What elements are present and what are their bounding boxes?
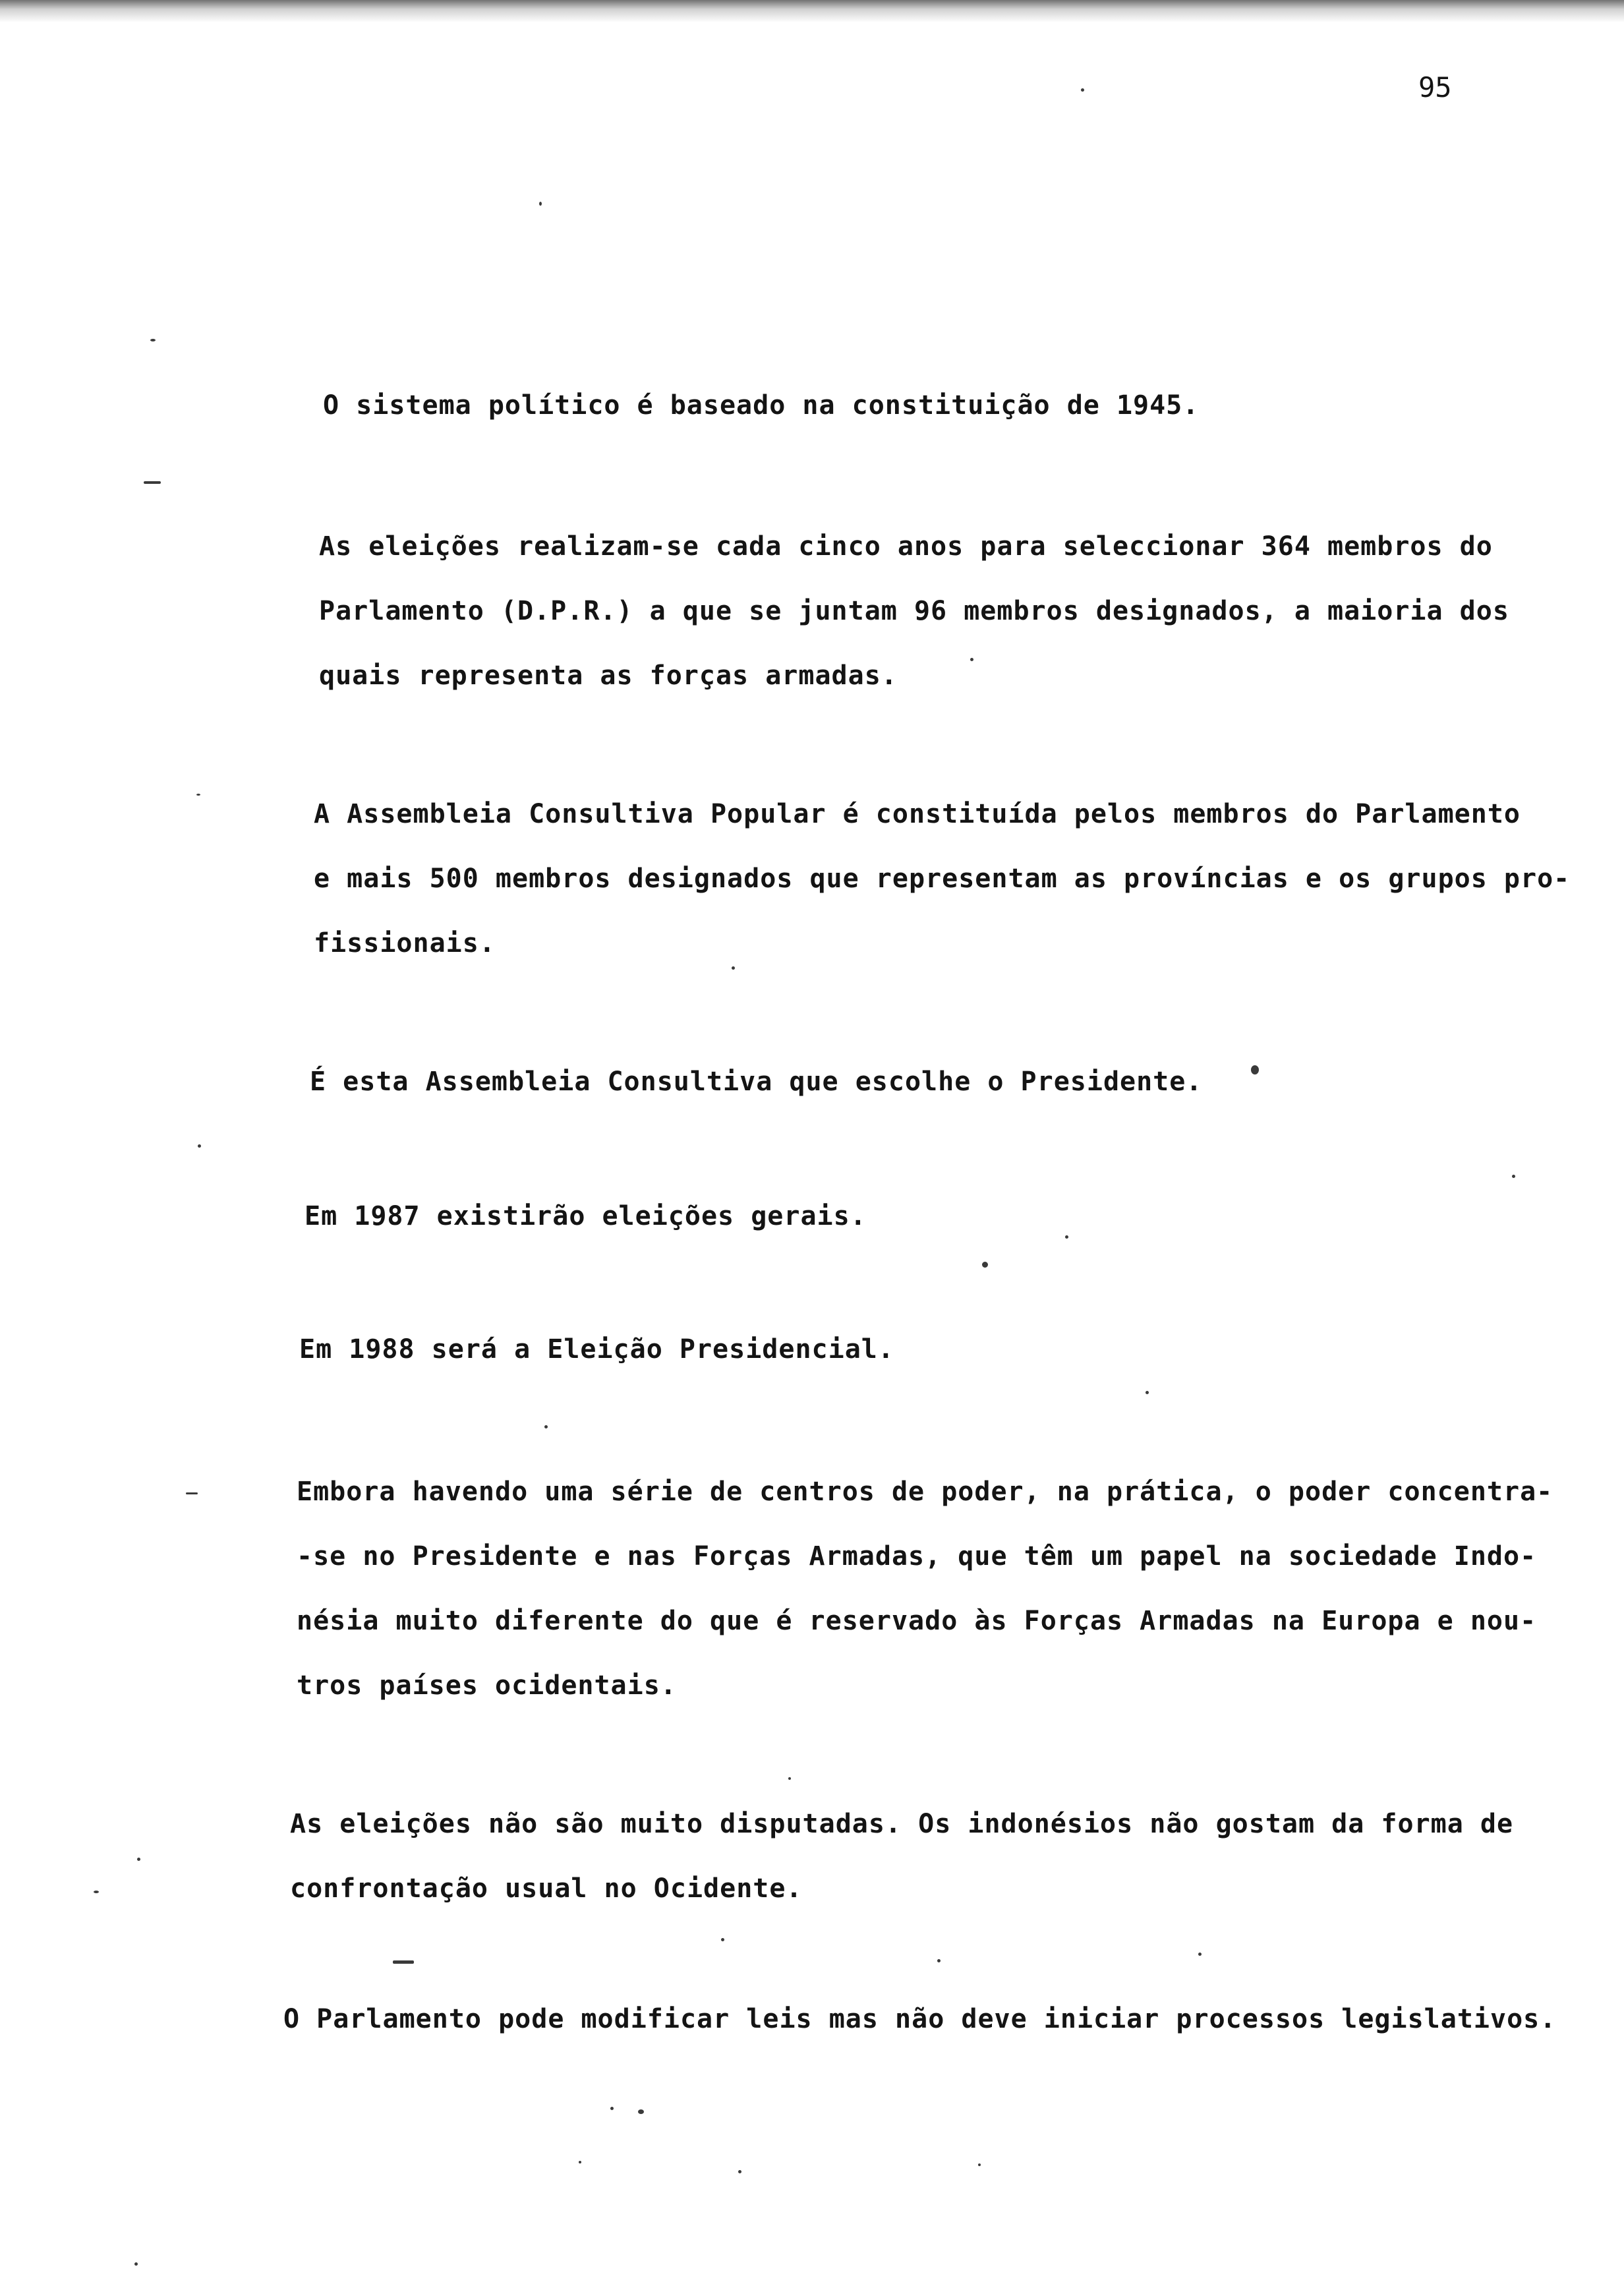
text-line: As eleições não são muito disputadas. Os indonésios não gostam da forma de — [290, 1809, 1514, 1839]
scan-speck — [196, 794, 200, 796]
scan-speck — [982, 1262, 988, 1268]
scan-speck — [94, 1891, 99, 1893]
paragraph-president-choice — [310, 1049, 1202, 1114]
scan-speck — [721, 1938, 724, 1941]
scan-top-edge — [0, 0, 1624, 22]
paragraph-general-elections — [304, 1184, 867, 1249]
scan-speck — [1251, 1065, 1259, 1074]
paragraph-parliament-role — [283, 1987, 1556, 2051]
scan-speck — [610, 2107, 614, 2110]
text-line: A Assembleia Consultiva Popular é constituída pelos membros do Parlamento — [314, 799, 1521, 829]
text-line: -se no Presidente e nas Forças Armadas, que têm um papel na sociedade Indo- — [297, 1541, 1537, 1572]
text-line: Embora havendo uma série de centros de poder, na prática, o poder concentra- — [297, 1477, 1553, 1507]
text-line: Em 1987 existirão eleições gerais. — [304, 1201, 867, 1231]
text-line: O Parlamento pode modificar leis mas não deve iniciar processos legislativos. — [283, 2004, 1557, 2034]
text-line: É esta Assembleia Consultiva que escolhe o Presidente. — [310, 1067, 1203, 1097]
text-line: Em 1988 será a Eleição Presidencial. — [299, 1334, 894, 1365]
scan-speck — [144, 481, 161, 484]
paragraph-elections — [319, 514, 1509, 708]
text-line: Parlamento (D.P.R.) a que se juntam 96 membros designados, a maioria dos — [319, 596, 1509, 626]
scan-speck — [738, 2170, 741, 2173]
scan-speck — [186, 1492, 198, 1494]
paragraph-power-centres — [297, 1459, 1553, 1718]
paragraph-presidential-election — [299, 1317, 894, 1382]
scan-speck — [1146, 1391, 1149, 1394]
paragraph-disputed-elections — [290, 1792, 1513, 1921]
text-line: O sistema político é baseado na constituição de 1945. — [323, 390, 1200, 421]
text-line: confrontação usual no Ocidente. — [290, 1873, 803, 1904]
scan-speck — [579, 2161, 581, 2163]
paragraph-political-system — [323, 373, 1199, 438]
scan-speck — [539, 202, 542, 206]
scan-speck — [970, 658, 973, 661]
text-line: quais representa as forças armadas. — [319, 661, 898, 691]
scan-speck — [788, 1777, 791, 1780]
text-line: tros países ocidentais. — [297, 1670, 677, 1701]
scan-speck — [1198, 1953, 1202, 1956]
paragraph-assembly — [314, 782, 1570, 976]
scan-speck — [134, 2262, 138, 2266]
text-line: e mais 500 membros designados que representam as províncias e os grupos pro- — [314, 864, 1571, 894]
scan-speck — [393, 1960, 414, 1964]
text-line: nésia muito diferente do que é reservado às Forças Armadas na Europa e nou- — [297, 1606, 1537, 1636]
scan-speck — [150, 339, 156, 341]
scan-speck — [198, 1144, 201, 1148]
page-number: 95 — [1418, 71, 1452, 103]
scan-speck — [1512, 1175, 1515, 1178]
scan-speck — [937, 1959, 941, 1962]
scan-speck — [638, 2109, 644, 2114]
scan-speck — [137, 1858, 140, 1861]
scan-speck — [1065, 1235, 1068, 1239]
scan-speck — [544, 1425, 548, 1428]
scan-speck — [978, 2163, 981, 2166]
text-line: As eleições realizam-se cada cinco anos para seleccionar 364 membros do — [319, 531, 1493, 562]
text-line: fissionais. — [314, 928, 496, 958]
scan-speck — [732, 966, 735, 970]
scan-speck — [1081, 88, 1084, 92]
